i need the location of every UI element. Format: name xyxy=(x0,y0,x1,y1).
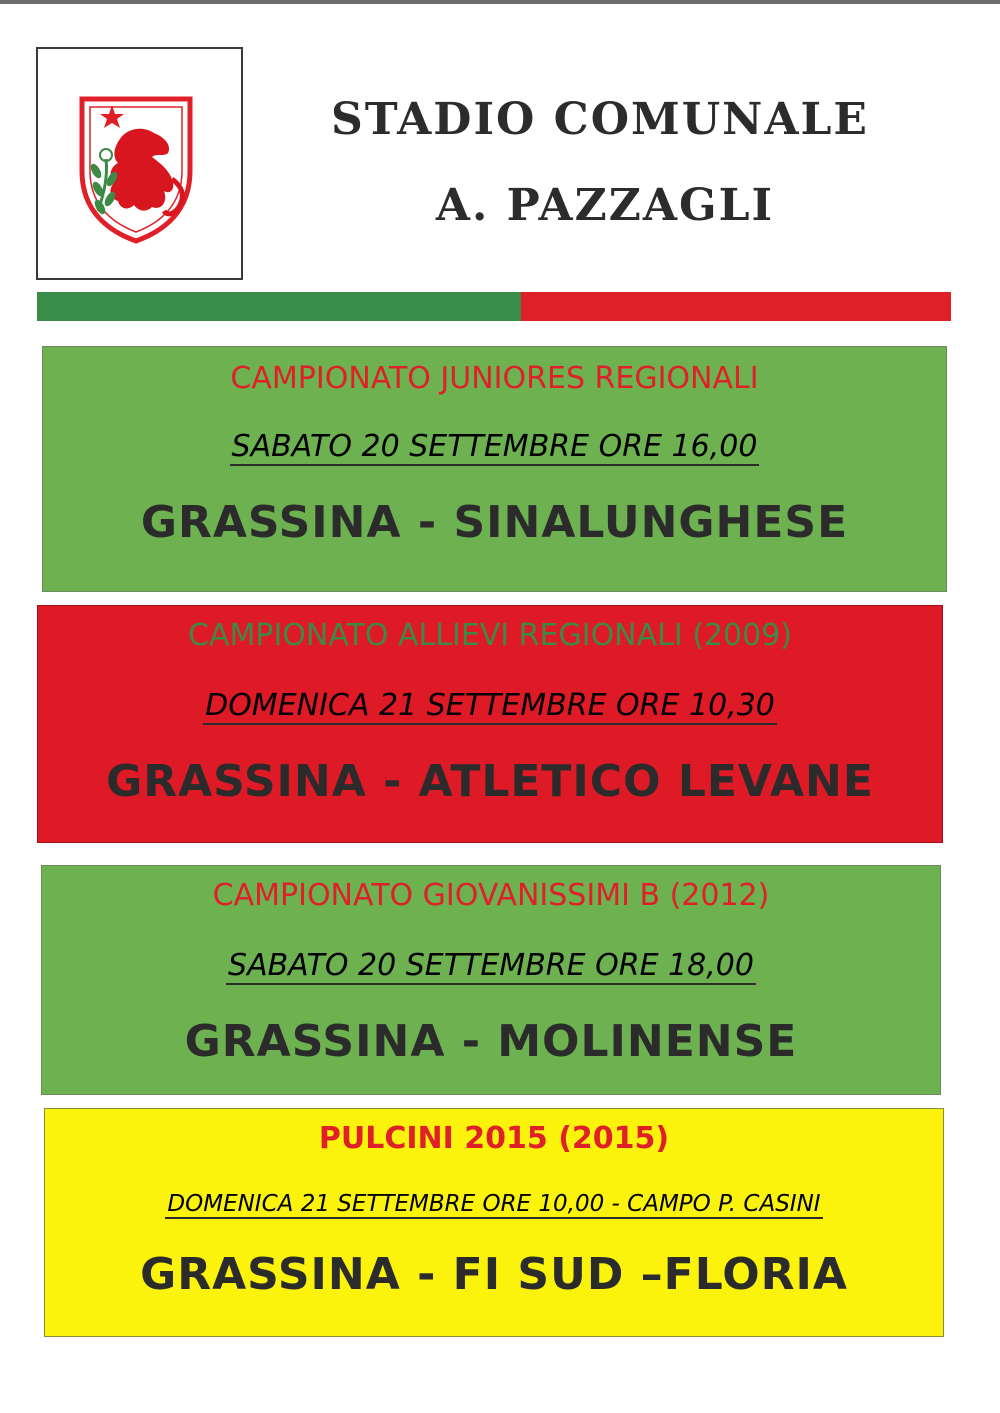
logo-frame xyxy=(36,47,243,280)
match-category: CAMPIONATO ALLIEVI REGIONALI (2009) xyxy=(188,618,792,653)
green-stripe xyxy=(37,292,521,321)
grassina-crest-icon xyxy=(76,93,196,245)
stadium-name-line2: A. PAZZAGLI xyxy=(435,180,775,231)
match-teams: GRASSINA - FI SUD –FLORIA xyxy=(140,1249,848,1300)
match-panel-juniores xyxy=(42,346,947,592)
match-category: CAMPIONATO JUNIORES REGIONALI xyxy=(230,361,759,396)
match-datetime: DOMENICA 21 SETTEMBRE ORE 10,30 xyxy=(205,688,775,723)
match-panel-pulcini xyxy=(44,1108,944,1337)
match-teams: GRASSINA - MOLINENSE xyxy=(184,1016,798,1067)
top-border-line xyxy=(0,0,1000,4)
red-stripe xyxy=(521,292,951,321)
match-teams: GRASSINA - SINALUNGHESE xyxy=(140,497,849,548)
match-category: PULCINI 2015 (2015) xyxy=(318,1121,670,1156)
match-datetime: SABATO 20 SETTEMBRE ORE 18,00 xyxy=(228,948,754,983)
match-panel-giovanissimi xyxy=(41,865,941,1095)
stadium-name-line1: STADIO COMUNALE xyxy=(331,94,869,145)
match-datetime: SABATO 20 SETTEMBRE ORE 16,00 xyxy=(231,429,758,464)
match-panel-allievi xyxy=(37,605,943,843)
match-datetime: DOMENICA 21 SETTEMBRE ORE 10,00 - CAMPO P. CASINI xyxy=(167,1191,821,1217)
match-teams: GRASSINA - ATLETICO LEVANE xyxy=(106,756,874,807)
match-category: CAMPIONATO GIOVANISSIMI B (2012) xyxy=(212,878,770,913)
